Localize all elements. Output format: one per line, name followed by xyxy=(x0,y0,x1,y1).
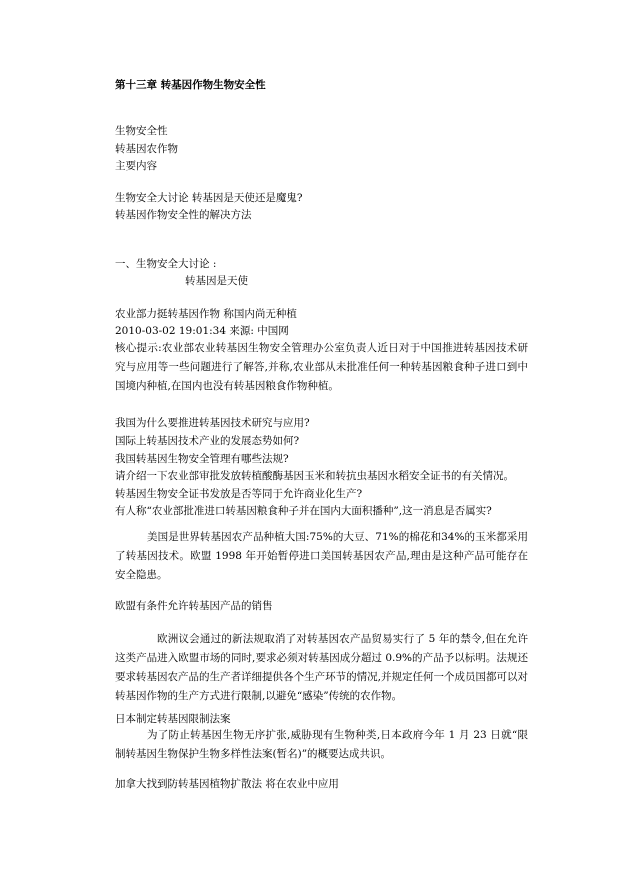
news-headline: 农业部力挺转基因作物 称国内尚无种植 xyxy=(115,308,297,320)
topic-item: 转基因作物安全性的解决方法 xyxy=(115,209,252,221)
question-item: 请介绍一下农业部审批发放转植酸酶基因玉米和转抗虫基因水稻安全证书的有关情况。 xyxy=(115,470,514,482)
question-item: 我国为什么要推进转基因技术研究与应用? xyxy=(115,417,310,429)
outline-item: 生物安全性 xyxy=(115,125,168,137)
news-summary: 核心提示:农业部农业转基因生物安全管理办公室负责人近日对于中国推进转基因技术研究与应用等一些问题进行了解答,并称,农业部从未批准任何一种转基因粮食种子进口到中国境内种植,在国内也没有转基因粮食作物种植。 xyxy=(115,342,528,392)
topic-item: 生物安全大讨论 转基因是天使还是魔鬼? xyxy=(115,192,303,204)
question-item: 转基因生物安全证书发放是否等同于允许商业化生产? xyxy=(115,488,363,500)
outline-item: 转基因农作物 xyxy=(115,143,178,155)
question-item: 我国转基因生物安全管理有哪些法规? xyxy=(115,453,289,465)
question-item: 有人称“农业部批准进口转基因粮食种子并在国内大面积播种”,这一消息是否属实? xyxy=(115,505,492,517)
japan-paragraph: 为了防止转基因生物无序扩张,威胁现有生物种类,日本政府今年 1 月 23 日就“限制转基因生物保护生物多样性法案(暂名)”的概要达成共识。 xyxy=(115,729,528,760)
japan-heading: 日本制定转基因限制法案 xyxy=(115,713,231,725)
outline-item: 主要内容 xyxy=(115,160,157,172)
question-item: 国际上转基因技术产业的发展态势如何? xyxy=(115,435,300,447)
section-heading: 一、生物安全大讨论 : xyxy=(115,258,217,270)
chapter-title: 第十三章 转基因作物生物安全性 xyxy=(115,79,266,91)
canada-heading: 加拿大找到防转基因植物扩散法 将在农业中应用 xyxy=(115,778,339,790)
news-dateline: 2010-03-02 19:01:34 来源: 中国网 xyxy=(115,325,289,337)
section-subheading: 转基因是天使 xyxy=(185,275,248,287)
eu-heading: 欧盟有条件允许转基因产品的销售 xyxy=(115,600,273,612)
eu-paragraph: 欧洲议会通过的新法规取消了对转基因农产品贸易实行了 5 年的禁令,但在允许这类产品进入欧盟市场的同时,要求必须对转基因成分超过 0.9%的产品予以标明。法规还要求转基因农产品的生产者详细提供各个生产环节的情况,并规定任何一个成员国都可以对转基因作物的生产方式进行限制,以避免“感染”传统的农作物。 xyxy=(115,633,528,702)
us-paragraph: 美国是世界转基因农产品种植大国:75%的大豆、71%的棉花和34%的玉米都采用了转基因技术。欧盟 1998 年开始暂停进口美国转基因农产品,理由是这种产品可能存在安全隐患。 xyxy=(115,531,528,581)
